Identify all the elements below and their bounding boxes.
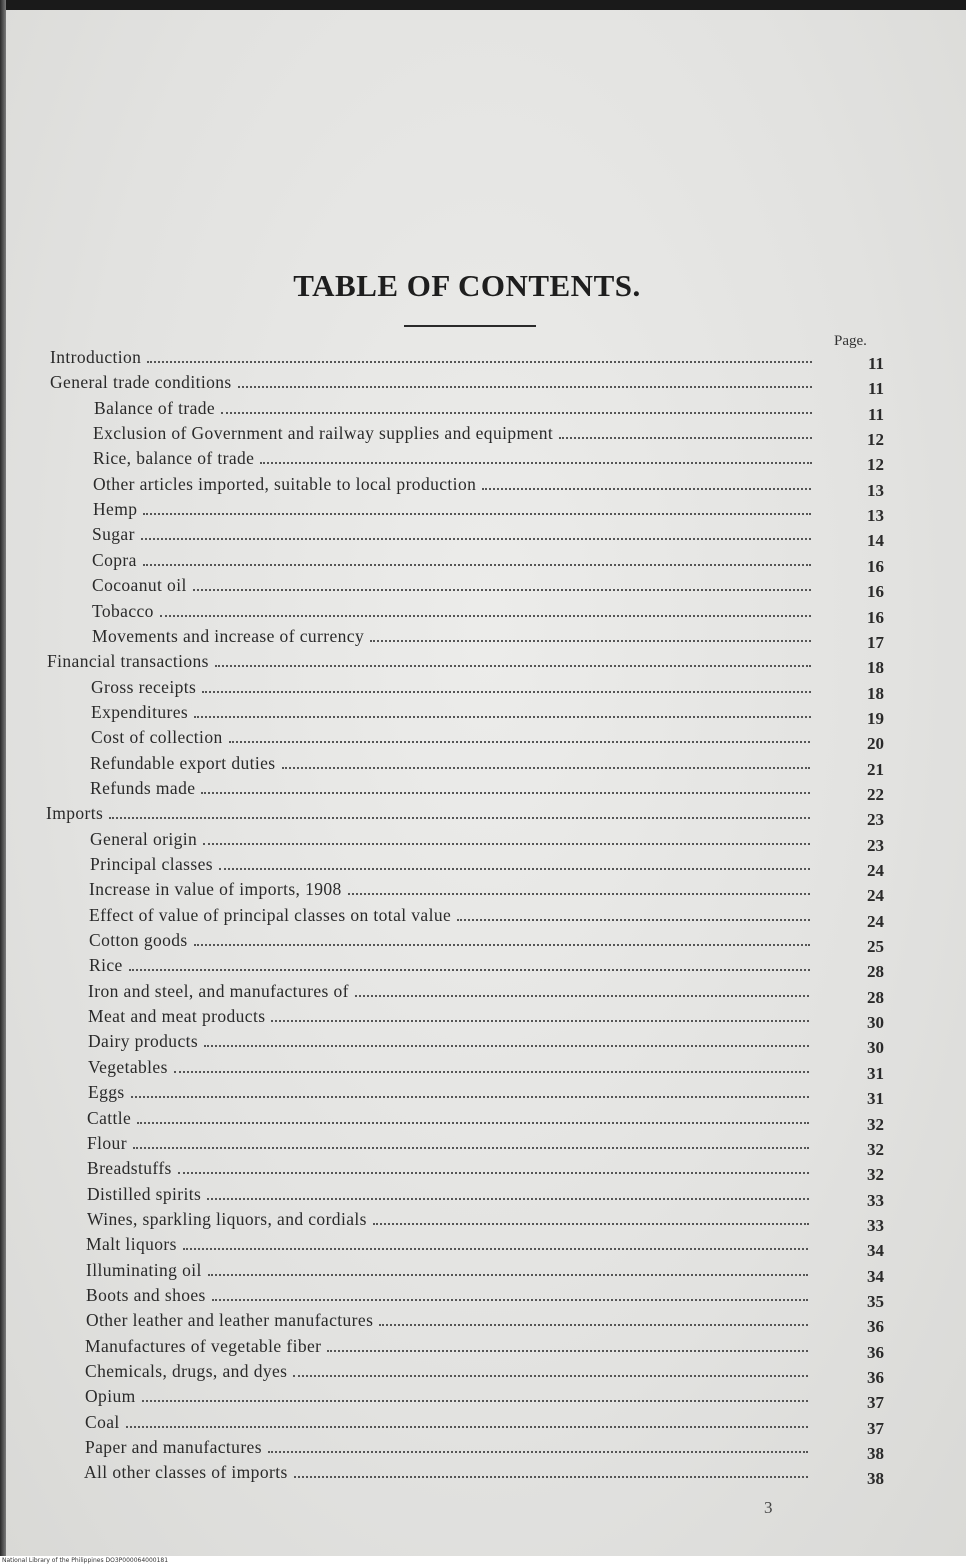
toc-entry-label: General origin: [90, 829, 198, 849]
toc-entry-label: Boots and shoes: [86, 1285, 206, 1305]
dot-leader: [215, 665, 811, 667]
toc-entry-label: Flour: [87, 1133, 127, 1153]
dot-leader: [268, 1451, 808, 1453]
toc-entry-label: Coal: [85, 1412, 120, 1432]
toc-entry-label: Gross receipts: [91, 677, 197, 697]
toc-entry-page: 31: [867, 1089, 884, 1108]
toc-entry: [88, 1030, 884, 1057]
toc-entry-page: 36: [867, 1317, 884, 1336]
toc-entry-label: Iron and steel, and manufactures of: [88, 981, 349, 1001]
toc-entry-label: Rice, balance of trade: [93, 448, 255, 468]
toc-entry-label: Malt liquors: [86, 1234, 177, 1254]
dot-leader: [183, 1248, 808, 1250]
toc-entry: [46, 802, 884, 829]
page-number: 3: [764, 1498, 773, 1517]
dot-leader: [207, 1198, 809, 1200]
dot-leader: [229, 741, 810, 743]
toc-entry-page: 16: [867, 582, 884, 601]
dot-leader: [178, 1172, 809, 1174]
dot-leader: [348, 893, 810, 895]
toc-entry-page: 22: [867, 785, 884, 804]
toc-entry-label: Illuminating oil: [86, 1260, 202, 1280]
scan-top-edge: [0, 0, 966, 10]
dot-leader: [204, 1045, 809, 1047]
toc-entry: [88, 1005, 884, 1032]
toc-entry-label: Introduction: [50, 347, 142, 367]
toc-entry: [47, 650, 884, 677]
toc-entry: [85, 1411, 884, 1438]
toc-entry: [86, 1309, 884, 1336]
dot-leader: [355, 995, 809, 997]
page-column-label: Page.: [834, 333, 867, 349]
toc-entry-label: Distilled spirits: [87, 1184, 202, 1204]
footer-note: National Library of the Philippines DO3P000064000181: [2, 1557, 169, 1564]
toc-entry-page: 28: [867, 962, 884, 981]
toc-entry-label: Breadstuffs: [87, 1158, 172, 1178]
dot-leader: [129, 969, 810, 971]
dot-leader: [131, 1096, 809, 1098]
dot-leader: [238, 386, 812, 388]
toc-entry-page: 25: [867, 937, 884, 956]
toc-entry: [85, 1360, 884, 1387]
toc-entry-page: 30: [867, 1038, 884, 1057]
toc-entry-page: 23: [867, 810, 884, 829]
toc-entry-page: 13: [867, 481, 884, 500]
toc-entry-label: Balance of trade: [94, 398, 216, 418]
toc-entry-label: Principal classes: [90, 854, 213, 874]
toc-entry-label: Wines, sparkling liquors, and cordials: [87, 1209, 367, 1229]
toc-entry: [93, 473, 884, 500]
toc-entry-label: Other articles imported, suitable to local production: [93, 474, 477, 494]
toc-entry: [91, 701, 884, 728]
toc-entry-page: 18: [867, 658, 884, 677]
toc-entry: [88, 980, 884, 1007]
dot-leader: [293, 1375, 808, 1377]
dot-leader: [137, 1122, 809, 1124]
toc-entry-page: 32: [867, 1140, 884, 1159]
toc-entry-page: 31: [867, 1064, 884, 1083]
toc-entry-page: 18: [867, 684, 884, 703]
dot-leader: [141, 538, 811, 540]
dot-leader: [109, 817, 810, 819]
dot-leader: [208, 1274, 808, 1276]
toc-entry: [88, 1056, 884, 1083]
page-title: TABLE OF CONTENTS.: [293, 268, 641, 303]
toc-entry: [50, 371, 884, 398]
toc-entry-label: Meat and meat products: [88, 1006, 266, 1026]
toc-entry-page: 19: [867, 709, 884, 728]
toc-entry: [84, 1461, 884, 1488]
toc-entry-page: 38: [867, 1444, 884, 1463]
dot-leader: [126, 1426, 808, 1428]
toc-entry: [85, 1335, 884, 1362]
toc-entry: [86, 1259, 884, 1286]
toc-entry-label: Refunds made: [90, 778, 196, 798]
dot-leader: [219, 868, 810, 870]
toc-entry-label: Refundable export duties: [90, 753, 276, 773]
toc-entry: [94, 397, 884, 424]
toc-entry: [92, 523, 884, 550]
dot-leader: [221, 412, 812, 414]
toc-entry-label: Cocoanut oil: [92, 575, 187, 595]
dot-leader: [142, 1400, 808, 1402]
dot-leader: [212, 1299, 808, 1301]
toc-entry: [93, 422, 884, 449]
toc-entry-page: 24: [867, 912, 884, 931]
toc-entry: [88, 1081, 884, 1108]
dot-leader: [201, 792, 810, 794]
toc-entry-page: 30: [867, 1013, 884, 1032]
toc-entry: [85, 1436, 884, 1463]
toc-entry: [90, 828, 884, 855]
toc-entry-label: Cost of collection: [91, 727, 223, 747]
toc-entry: [92, 600, 884, 627]
toc-entry-page: 16: [867, 557, 884, 576]
dot-leader: [482, 488, 811, 490]
toc-entry-label: Rice: [89, 955, 123, 975]
toc-entry-page: 17: [867, 633, 884, 652]
toc-entry: [86, 1284, 884, 1311]
toc-entry: [87, 1107, 884, 1134]
toc-entry: [50, 346, 884, 373]
toc-entry-page: 28: [867, 988, 884, 1007]
dot-leader: [260, 462, 812, 464]
toc-entry-label: Cattle: [87, 1108, 132, 1128]
title-rule: [404, 325, 536, 327]
toc-entry-page: 33: [867, 1191, 884, 1210]
toc-entry-label: Imports: [46, 803, 104, 823]
toc-entry-label: Effect of value of principal classes on total value: [89, 905, 452, 925]
dot-leader: [194, 716, 811, 718]
dot-leader: [379, 1324, 808, 1326]
toc-entry-page: 34: [867, 1267, 884, 1286]
toc-entry-page: 16: [867, 608, 884, 627]
dot-leader: [282, 767, 810, 769]
dot-leader: [193, 589, 811, 591]
toc-entry-label: Movements and increase of currency: [92, 626, 365, 646]
toc-entry: [90, 752, 884, 779]
toc-entry-page: 23: [867, 836, 884, 855]
dot-leader: [160, 615, 811, 617]
toc-entry-page: 12: [867, 430, 884, 449]
toc-entry-page: 20: [867, 734, 884, 753]
toc-entry-page: 35: [867, 1292, 884, 1311]
toc-entry-page: 14: [867, 531, 884, 550]
toc-entry-label: Financial transactions: [47, 651, 209, 671]
dot-leader: [194, 944, 810, 946]
toc-entry-label: Hemp: [93, 499, 138, 519]
toc-entry-label: Tobacco: [92, 601, 154, 621]
toc-entry-page: 36: [867, 1343, 884, 1362]
toc-entry: [91, 726, 884, 753]
toc-entry-page: 24: [867, 861, 884, 880]
dot-leader: [147, 361, 812, 363]
toc-entry: [89, 878, 884, 905]
toc-entry-page: 37: [867, 1419, 884, 1438]
toc-entry: [92, 574, 884, 601]
toc-entry-page: 11: [867, 354, 884, 373]
toc-entry-label: Chemicals, drugs, and dyes: [85, 1361, 288, 1381]
dot-leader: [203, 843, 810, 845]
toc-entry-label: General trade conditions: [50, 372, 232, 392]
dot-leader: [143, 513, 811, 515]
toc-entry-label: Expenditures: [91, 702, 189, 722]
toc-entry-page: 11: [867, 379, 884, 398]
toc-entry-label: Copra: [92, 550, 137, 570]
toc-entry: [87, 1208, 884, 1235]
toc-entry-label: Sugar: [92, 524, 135, 544]
toc-entry: [91, 676, 884, 703]
toc-entry-label: Vegetables: [88, 1057, 168, 1077]
toc-entry-label: Paper and manufactures: [85, 1437, 262, 1457]
toc-entry: [92, 625, 884, 652]
dot-leader: [559, 437, 812, 439]
dot-leader: [133, 1147, 809, 1149]
dot-leader: [327, 1350, 808, 1352]
toc-entry-page: 13: [867, 506, 884, 525]
toc-entry-label: Dairy products: [88, 1031, 199, 1051]
toc-entry: [89, 904, 884, 931]
toc-entry-label: Exclusion of Government and railway supplies and equipment: [93, 423, 554, 443]
toc-entry-page: 33: [867, 1216, 884, 1235]
toc-entry: [87, 1132, 884, 1159]
toc-entry-page: 11: [867, 405, 884, 424]
toc-entry-page: 38: [867, 1469, 884, 1488]
toc-entry-page: 36: [867, 1368, 884, 1387]
toc-entry-page: 34: [867, 1241, 884, 1260]
toc-entry: [89, 929, 884, 956]
toc-entry-label: Manufactures of vegetable fiber: [85, 1336, 322, 1356]
toc-entry: [85, 1385, 884, 1412]
toc-entry: [92, 549, 884, 576]
toc-entry-page: 32: [867, 1115, 884, 1134]
dot-leader: [370, 640, 811, 642]
toc-entry-page: 37: [867, 1393, 884, 1412]
toc-entry-label: Eggs: [88, 1082, 125, 1102]
dot-leader: [373, 1223, 809, 1225]
toc-entry: [87, 1183, 884, 1210]
toc-entry: [87, 1157, 884, 1184]
dot-leader: [202, 691, 811, 693]
toc-entry-page: 32: [867, 1165, 884, 1184]
dot-leader: [271, 1020, 809, 1022]
toc-entry-label: Increase in value of imports, 1908: [89, 879, 342, 899]
dot-leader: [457, 919, 810, 921]
toc-entry: [89, 954, 884, 981]
toc-entry: [86, 1233, 884, 1260]
toc-entry: [90, 777, 884, 804]
dot-leader: [143, 564, 811, 566]
toc-entry-page: 21: [867, 760, 884, 779]
toc-entry: [93, 498, 884, 525]
toc-entry-label: Cotton goods: [89, 930, 188, 950]
toc-entry-page: 12: [867, 455, 884, 474]
toc-entry-label: Other leather and leather manufactures: [86, 1310, 374, 1330]
toc-entry: [90, 853, 884, 880]
dot-leader: [294, 1476, 808, 1478]
dot-leader: [174, 1071, 809, 1073]
toc-entry: [93, 447, 884, 474]
toc-entry-label: All other classes of imports: [84, 1462, 288, 1482]
toc-entry-label: Opium: [85, 1386, 136, 1406]
toc-entry-page: 24: [867, 886, 884, 905]
